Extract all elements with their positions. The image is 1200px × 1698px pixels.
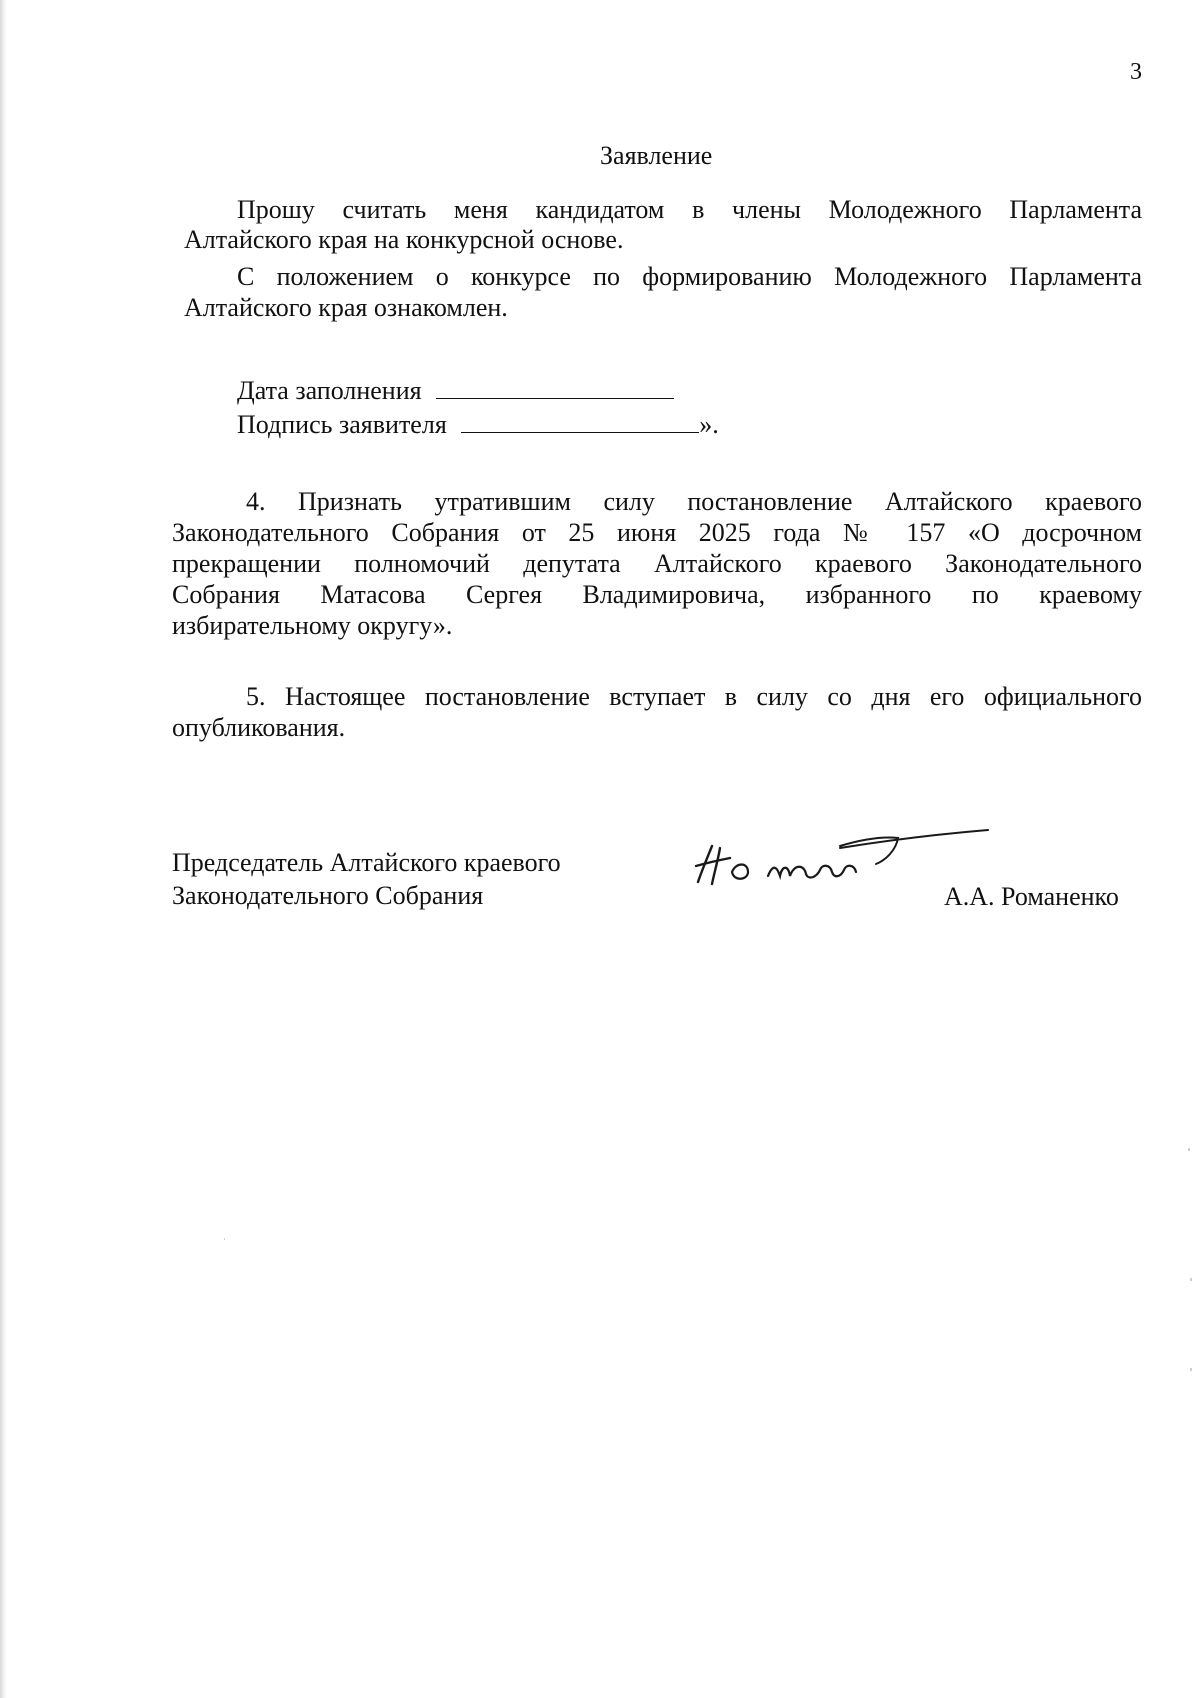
chair-line1: Председатель Алтайского краевого [172, 848, 561, 877]
scan-speck [224, 1238, 225, 1240]
item4-line2: Законодательного Собрания от 25 июня 2025 года № 157 «О досрочном [172, 518, 1142, 547]
date-field-row [237, 375, 674, 406]
date-blank-line [436, 376, 674, 399]
scan-edge [0, 0, 7, 1698]
signature-field-row [237, 409, 719, 440]
statement-para1-line2: Алтайского края на конкурсной основе. [184, 225, 624, 254]
item5-line2: опубликования. [172, 713, 346, 742]
signer-name: А.А. Романенко [944, 882, 1119, 911]
statement-para2-line2: Алтайского края ознакомлен. [184, 293, 508, 322]
signature-suffix: ». [699, 410, 719, 439]
signature-label: Подпись заявителя [237, 410, 447, 439]
statement-para2-line1: С положением о конкурсе по формированию Молодежного Парламента [237, 262, 1142, 291]
signature-blank-line [461, 410, 699, 433]
statement-title: Заявление [600, 141, 713, 170]
scan-speck [1190, 1278, 1192, 1281]
chairman-title [172, 846, 561, 912]
statement-para1-line1: Прошу считать меня кандидатом в члены Молодежного Парламента [237, 195, 1142, 224]
item4-line5: избирательному округу». [172, 611, 453, 640]
page-number: 3 [1130, 59, 1142, 85]
scan-speck [1188, 1148, 1190, 1151]
item4-line4: Собрания Матасова Сергея Владимировича, избранного по краевому [172, 580, 1142, 609]
item4-line3: прекращении полномочий депутата Алтайского краевого Законодательного [172, 549, 1142, 578]
item5-line1: 5. Настоящее постановление вступает в силу со дня его официального [246, 682, 1142, 711]
item-5 [172, 681, 1142, 743]
item4-line1: 4. Признать утратившим силу постановление Алтайского краевого [246, 487, 1142, 516]
date-label: Дата заполнения [237, 376, 422, 405]
scan-speck [1190, 1368, 1192, 1371]
chair-line2: Законодательного Собрания [172, 881, 484, 910]
item-4 [172, 486, 1142, 641]
